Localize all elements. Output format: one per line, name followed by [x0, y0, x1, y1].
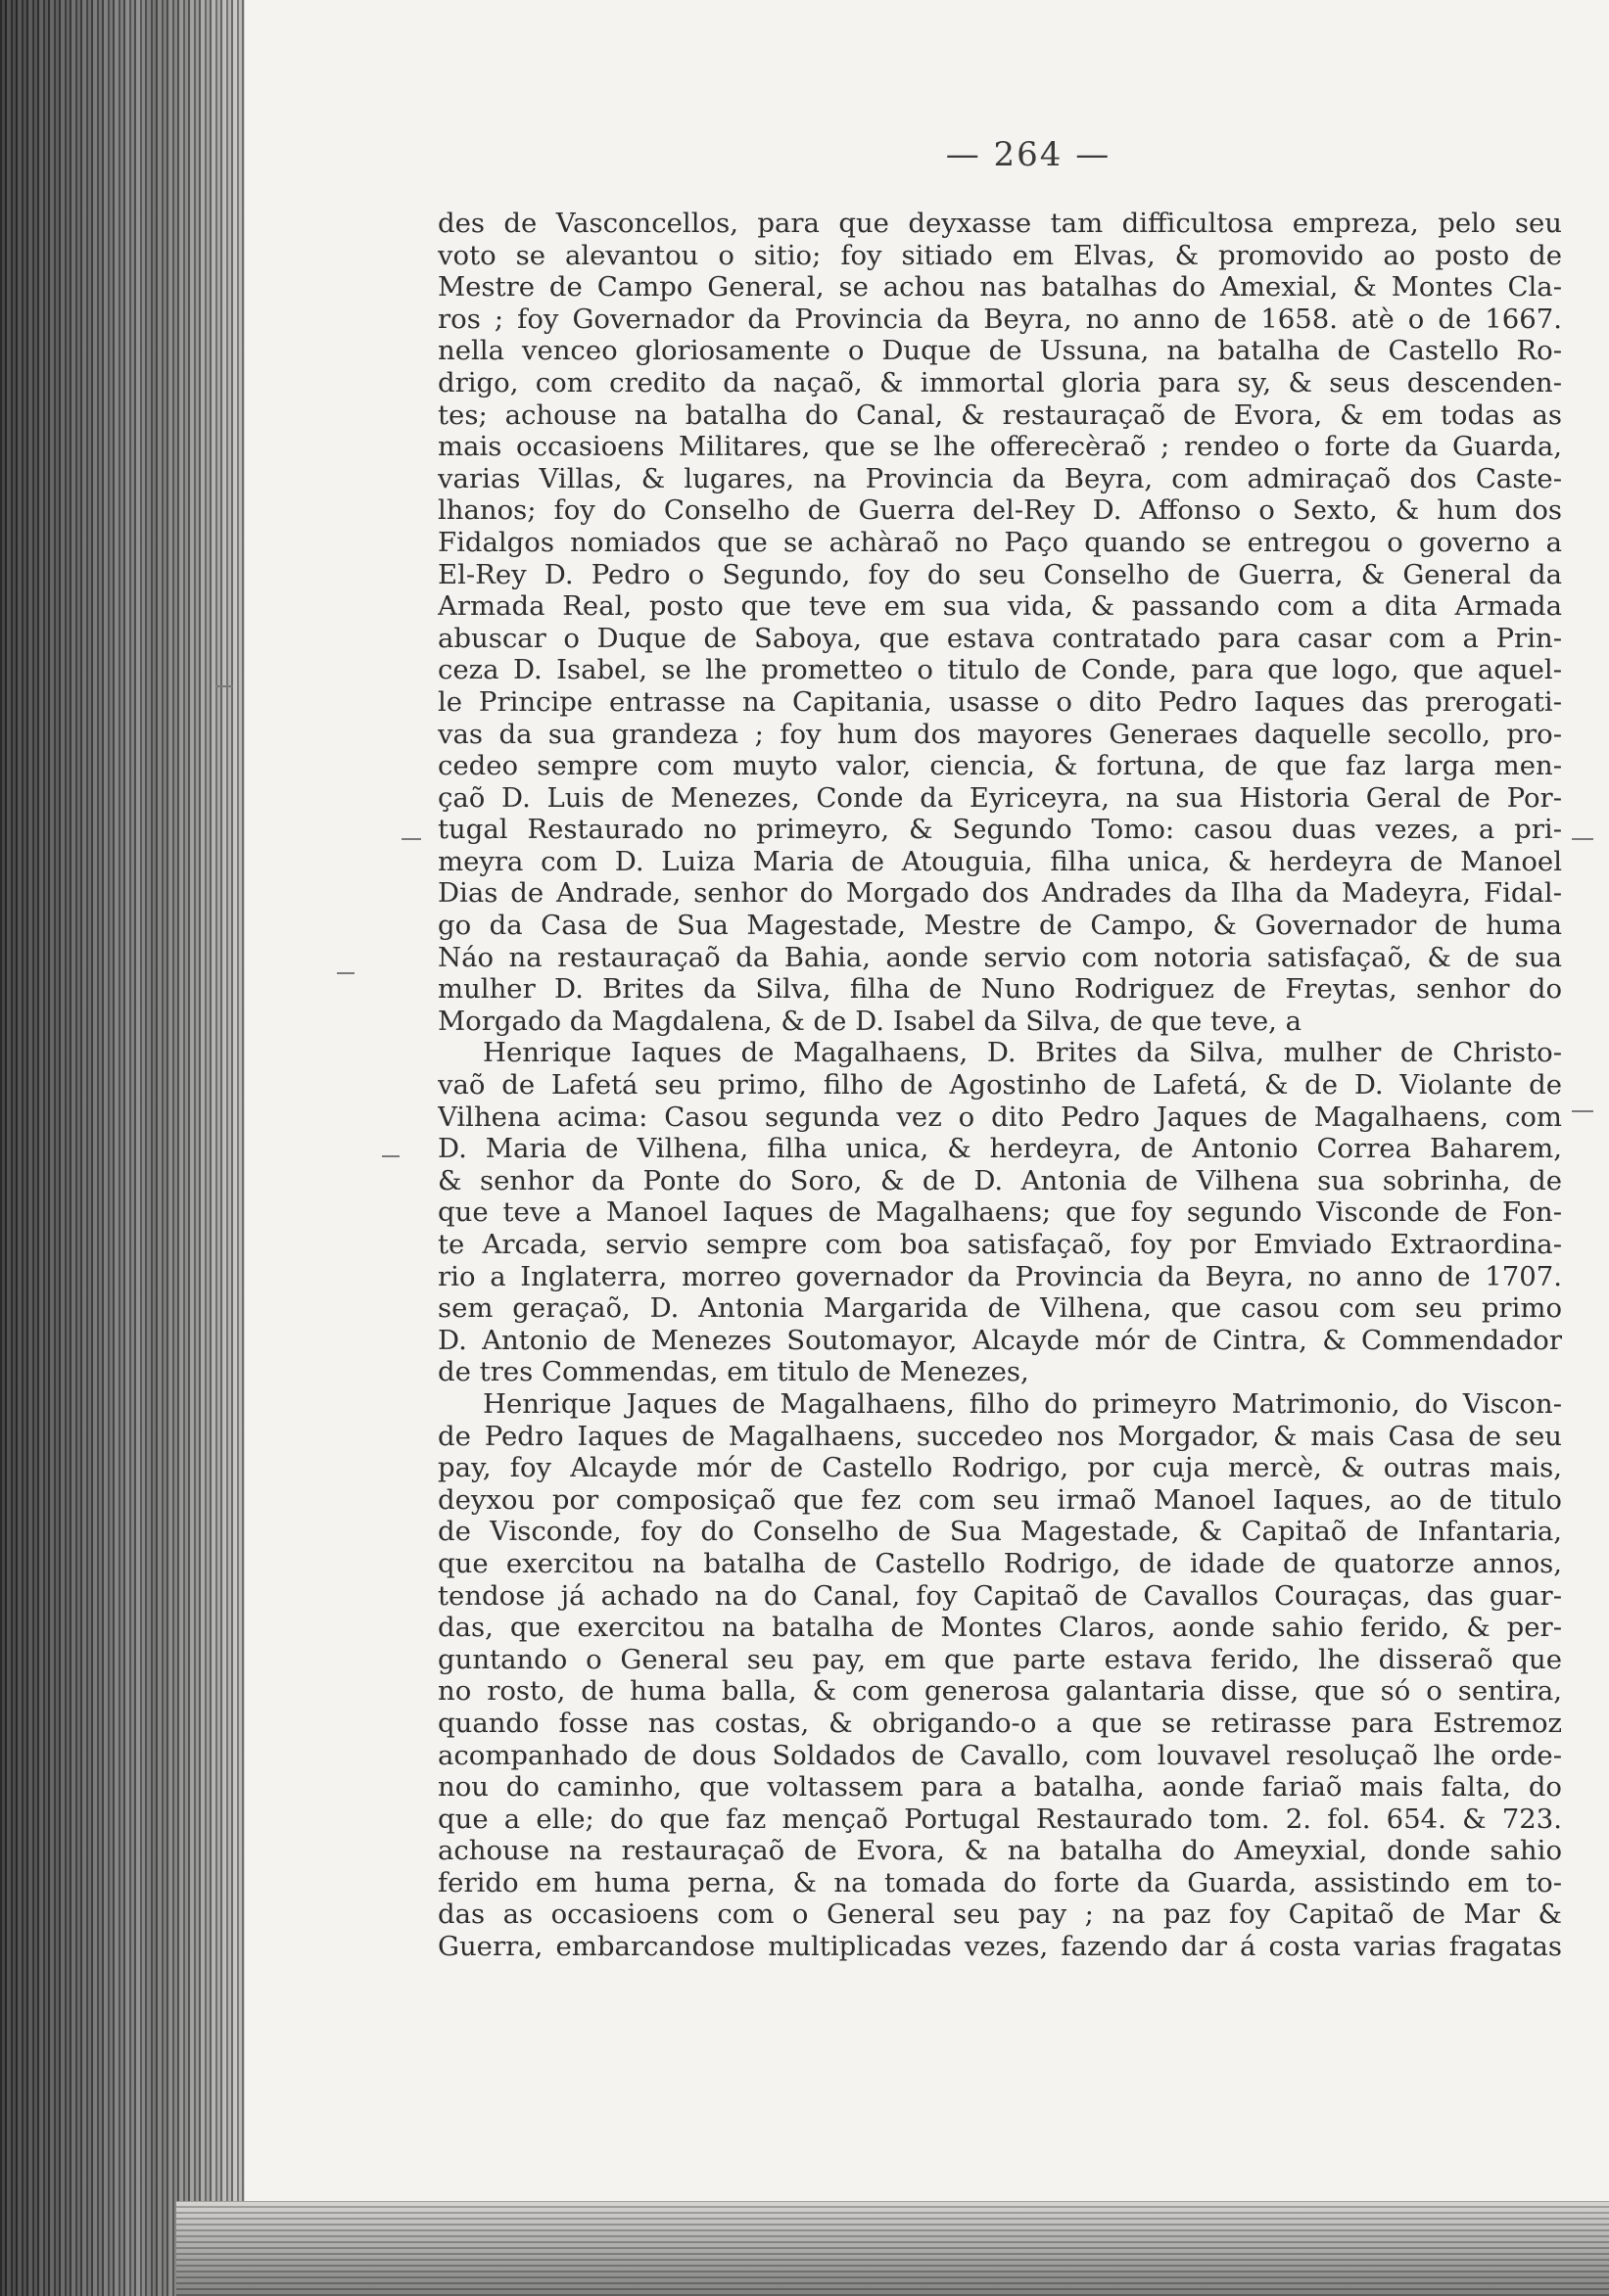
text-line: cedeo sempre com muyto valor, ciencia, & fortuna, de que faz larga men- [438, 750, 1562, 782]
text-line: pay, foy Alcayde mór de Castello Rodrigo, por cuja mercè, & outras mais, [438, 1452, 1562, 1484]
text-line: das, que exercitou na batalha de Montes Claros, aonde sahio ferido, & per- [438, 1612, 1562, 1644]
text-line: D. Maria de Vilhena, filha unica, & herdeyra, de Antonio Correa Baharem, [438, 1133, 1562, 1165]
text-line: rio a Inglaterra, morreo governador da Provincia da Beyra, no anno de 1707. [438, 1260, 1562, 1292]
text-line: Vilhena acima: Casou segunda vez o dito Pedro Jaques de Magalhaens, com [438, 1101, 1562, 1133]
text-line: le Principe entrasse na Capitania, usasse o dito Pedro Iaques das prerogati- [438, 685, 1562, 718]
text-line: go da Casa de Sua Magestade, Mestre de Campo, & Governador de huma [438, 910, 1562, 942]
text-line: Henrique Iaques de Magalhaens, D. Brites da Silva, mulher de Christo- [483, 1037, 1562, 1069]
margin-mark [337, 972, 355, 974]
margin-mark [1572, 1110, 1593, 1112]
text-line: Dias de Andrade, senhor do Morgado dos Andrades da Ilha da Madeyra, Fidal- [438, 877, 1562, 910]
text-line: Morgado da Magdalena, & de D. Isabel da Silva, de que teve, a [438, 1005, 1302, 1037]
text-line: drigo, com credito da naçaõ, & immortal gloria para sy, & seus descenden- [438, 366, 1562, 398]
text-line: ferido em huma perna, & na tomada do forte da Guarda, assistindo em to- [438, 1866, 1562, 1898]
body-text [438, 208, 1562, 1963]
text-line: tes; achouse na batalha do Canal, & restauraçaõ de Evora, & em todas as [438, 398, 1562, 431]
text-line: lhanos; foy do Conselho de Guerra del-Rey D. Affonso o Sexto, & hum dos [438, 494, 1562, 527]
text-line: nou do caminho, que voltassem para a batalha, aonde fariaõ mais falta, do [438, 1771, 1562, 1804]
text-line: Guerra, embarcandose multiplicadas vezes, fazendo dar á costa varias fragatas [438, 1931, 1562, 1963]
text-line: de Visconde, foy do Conselho de Sua Magestade, & Capitaõ de Infantaria, [438, 1516, 1562, 1548]
text-line: deyxou por composiçaõ que fez com seu irmaõ Manoel Iaques, ao de titulo [438, 1483, 1562, 1516]
text-line: das as occasioens com o General seu pay ; na paz foy Capitaõ de Mar & [438, 1898, 1562, 1931]
text-line: vaõ de Lafetá seu primo, filho de Agostinho de Lafetá, & de D. Violante de [438, 1069, 1562, 1101]
text-line: acompanhado de dous Soldados de Cavallo, com louvavel resoluçaõ lhe orde- [438, 1739, 1562, 1771]
text-line: Mestre de Campo General, se achou nas batalhas do Amexial, & Montes Cla- [438, 271, 1562, 304]
margin-mark [382, 1155, 400, 1157]
text-line: mulher D. Brites da Silva, filha de Nuno Rodriguez de Freytas, senhor do [438, 973, 1562, 1006]
text-line: abuscar o Duque de Saboya, que estava contratado para casar com a Prin- [438, 622, 1562, 654]
text-line: meyra com D. Luiza Maria de Atouguia, filha unica, & herdeyra de Manoel [438, 845, 1562, 877]
text-line: quando fosse nas costas, & obrigando-o a que se retirasse para Estremoz [438, 1707, 1562, 1739]
text-line: nella venceo gloriosamente o Duque de Ussuna, na batalha de Castello Ro- [438, 335, 1562, 367]
text-line: no rosto, de huma balla, & com generosa galantaria disse, que só o sentira, [438, 1675, 1562, 1708]
margin-mark [402, 838, 421, 840]
text-line: çaõ D. Luis de Menezes, Conde da Eyriceyra, na sua Historia Geral de Por- [438, 781, 1562, 814]
text-line: ros ; foy Governador da Provincia da Beyra, no anno de 1658. atè o de 1667. [438, 303, 1562, 335]
text-line: que teve a Manoel Iaques de Magalhaens; que foy segundo Visconde de Fon- [438, 1196, 1562, 1229]
text-line: mais occasioens Militares, que se lhe offerecèraõ ; rendeo o forte da Guarda, [438, 431, 1562, 463]
text-line: voto se alevantou o sitio; foy sitiado em Elvas, & promovido ao posto de [438, 239, 1562, 271]
margin-mark [1572, 838, 1593, 840]
text-line: Armada Real, posto que teve em sua vida, & passando com a dita Armada [438, 590, 1562, 623]
text-line: varias Villas, & lugares, na Provincia da Beyra, com admiraçaõ dos Caste- [438, 462, 1562, 494]
text-line: que exercitou na batalha de Castello Rodrigo, de idade de quatorze annos, [438, 1547, 1562, 1579]
gutter-shadow [147, 0, 245, 2296]
text-line: des de Vasconcellos, para que deyxasse tam difficultosa empreza, pelo seu [438, 208, 1562, 239]
text-line: sem geraçaõ, D. Antonia Margarida de Vilhena, que casou com seu primo [438, 1292, 1562, 1325]
text-line: te Arcada, servio sempre com boa satisfaçaõ, foy por Emviado Extraordina- [438, 1229, 1562, 1260]
text-line: Henrique Jaques de Magalhaens, filho do primeyro Matrimonio, do Viscon- [483, 1387, 1562, 1420]
text-line: D. Antonio de Menezes Soutomayor, Alcayde mór de Cintra, & Commendador [438, 1324, 1562, 1356]
page-number: — 264 — [945, 135, 1112, 174]
text-line: guntando o General seu pay, em que parte estava ferido, lhe disseraõ que [438, 1643, 1562, 1675]
text-line: tendose já achado na do Canal, foy Capitaõ de Cavallos Couraças, das guar- [438, 1579, 1562, 1612]
text-line: tugal Restaurado no primeyro, & Segundo Tomo: casou duas vezes, a pri- [438, 814, 1562, 846]
text-line: de Pedro Iaques de Magalhaens, succedeo nos Morgador, & mais Casa de seu [438, 1420, 1562, 1452]
text-line: vas da sua grandeza ; foy hum dos mayores Generaes daquelle secollo, pro- [438, 718, 1562, 750]
text-line: El-Rey D. Pedro o Segundo, foy do seu Conselho de Guerra, & General da [438, 558, 1562, 590]
text-line: Fidalgos nomiados que se achàraõ no Paço quando se entregou o governo a [438, 526, 1562, 558]
page-bottom-edges [176, 2201, 1609, 2296]
margin-mark [215, 685, 233, 687]
text-line: que a elle; do que faz mençaõ Portugal Restaurado tom. 2. fol. 654. & 723. [438, 1803, 1562, 1835]
text-line: de tres Commendas, em titulo de Menezes, [438, 1356, 1029, 1388]
text-line: & senhor da Ponte do Soro, & de D. Antonia de Vilhena sua sobrinha, de [438, 1164, 1562, 1196]
text-line: ceza D. Isabel, se lhe prometteo o titulo de Conde, para que logo, que aquel- [438, 654, 1562, 686]
text-line: Náo na restauraçaõ da Bahia, aonde servio com notoria satisfaçaõ, & de sua [438, 941, 1562, 973]
text-line: achouse na restauraçaõ de Evora, & na batalha do Ameyxial, donde sahio [438, 1835, 1562, 1867]
